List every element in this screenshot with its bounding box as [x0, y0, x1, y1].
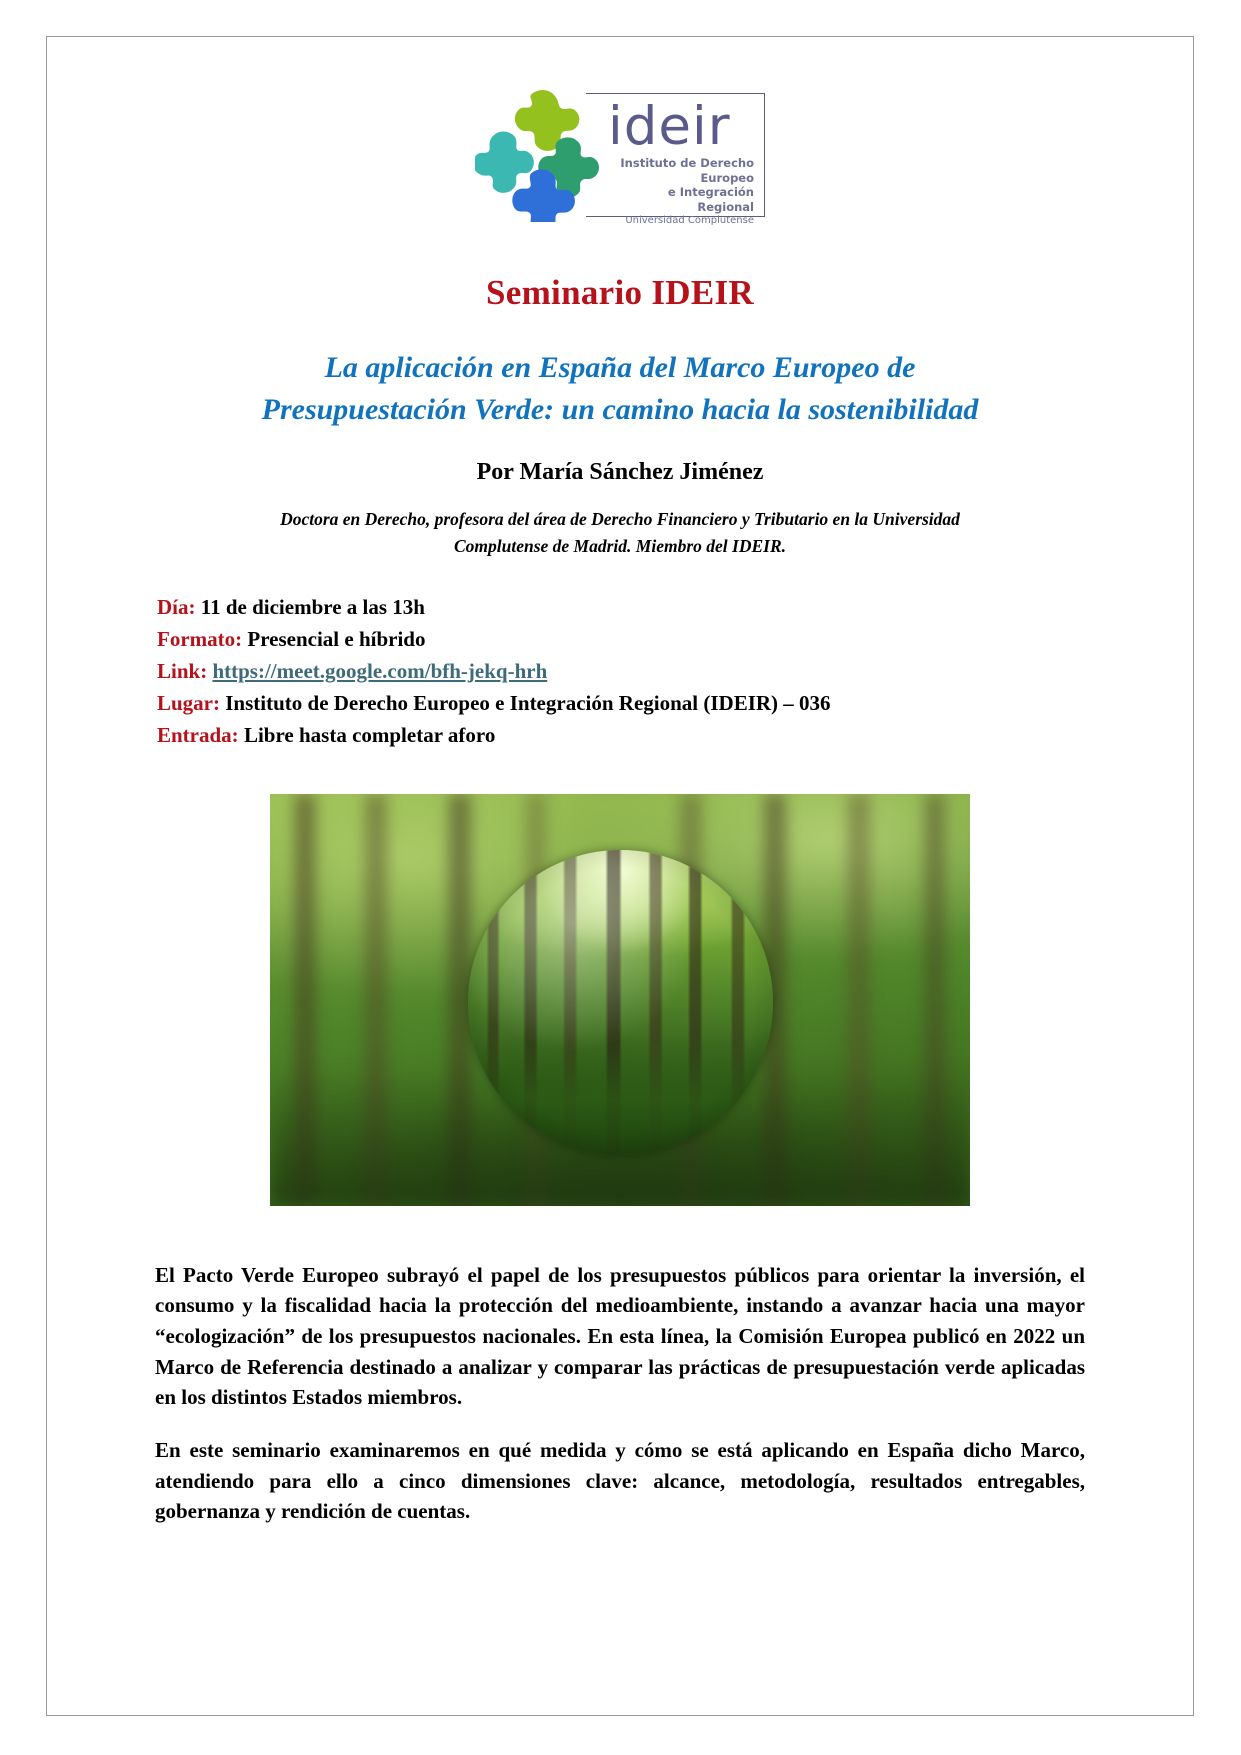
subtitle-line-1: La aplicación en España del Marco Europeo de [324, 351, 916, 384]
ideir-logo [151, 87, 1089, 225]
forest-sphere-photo [270, 794, 970, 1206]
meeting-link[interactable]: https://meet.google.com/bfh-jekq-hrh [212, 659, 548, 684]
detail-label-formato: Formato: [157, 627, 243, 652]
detail-row-link [157, 656, 1089, 688]
detail-label-lugar: Lugar: [157, 690, 220, 715]
event-details [151, 592, 1089, 752]
description-text [151, 1260, 1089, 1527]
poster-content [47, 37, 1193, 1527]
detail-value-entrada: Libre hasta completar aforo [243, 722, 496, 747]
logo-box [475, 87, 765, 225]
subtitle-line-2: Presupuestación Verde: un camino hacia la sostenibilidad [261, 393, 979, 426]
glass-sphere [468, 850, 773, 1155]
logo-subtitle-line1: Instituto de Derecho Europeo [620, 156, 754, 185]
detail-label-link: Link: [157, 659, 208, 684]
detail-label-dia: Día: [157, 595, 196, 620]
puzzle-pieces-icon [475, 87, 600, 222]
detail-value-lugar: Instituto de Derecho Europeo e Integración Regional (IDEIR) – 036 [225, 690, 831, 715]
detail-value-dia: 11 de diciembre a las 13h [200, 595, 425, 620]
logo-text-box [586, 93, 765, 226]
detail-value-formato: Presencial e híbrido [247, 627, 426, 652]
detail-row-dia [157, 592, 1089, 624]
paragraph-1: El Pacto Verde Europeo subrayó el papel de los presupuestos públicos para orientar la inversión, el consumo y la fiscalidad hacia la protección del medioambiente, instando a avanzar hacia una mayor “ecologización” de los presupuestos nacionales. En esta línea, la Comisión Europea publicó en 2022 un Marco de Referencia destinado a analizar y comparar las prácticas de presupuestación verde aplicadas en los distintos Estados miembros. [155, 1262, 1085, 1410]
page-title: Seminario IDEIR [486, 273, 754, 312]
paragraph-2: En este seminario examinaremos en qué medida y cómo se está aplicando en España dicho Marco, atendiendo para ello a cinco dimensiones clave: alcance, metodología, resultados entregables, gobernanza y rendición de cuentas. [155, 1438, 1085, 1524]
detail-label-entrada: Entrada: [157, 722, 239, 747]
detail-row-entrada [157, 720, 1089, 752]
logo-subtitle [608, 156, 764, 228]
photo-container [151, 794, 1089, 1206]
logo-subtitle-line2: e Integración Regional [667, 185, 754, 215]
logo-subtitle-line3: Universidad Complutense [625, 214, 754, 226]
seminar-subtitle [151, 347, 1089, 431]
speaker-name: Por María Sánchez Jiménez [476, 459, 764, 485]
logo-wordmark: ideir [608, 96, 731, 157]
detail-row-lugar [157, 688, 1089, 720]
affiliation-line-2: Complutense de Madrid. Miembro del IDEIR. [453, 536, 787, 557]
sphere-gloss [468, 850, 773, 1155]
affiliation-line-1: Doctora en Derecho, profesora del área de Derecho Financiero y Tributario en la Universidad [280, 509, 960, 529]
speaker-affiliation [151, 506, 1089, 560]
detail-row-formato [157, 624, 1089, 656]
